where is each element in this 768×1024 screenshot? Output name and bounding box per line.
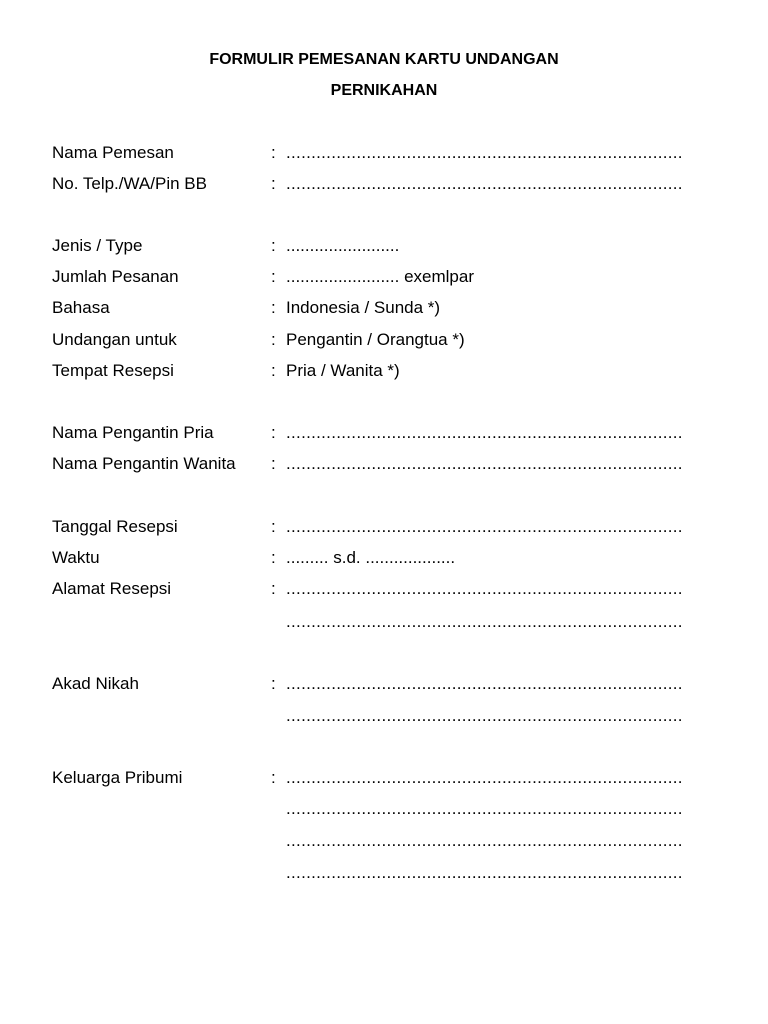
field-colon: : xyxy=(271,267,276,286)
field-colon: : xyxy=(271,174,276,193)
field-label: Nama Pengantin Wanita xyxy=(52,454,236,473)
form-title-line-2: PERNIKAHAN xyxy=(330,82,438,99)
field-label: Nama Pengantin Pria xyxy=(52,423,214,442)
field-value: ............................................................................... xyxy=(286,612,683,631)
field-value: ........................ xyxy=(286,236,400,255)
field-label: Keluarga Pribumi xyxy=(52,768,183,787)
field-value: ........................ exemlpar xyxy=(286,267,474,286)
field-label: Tempat Resepsi xyxy=(52,361,174,380)
field-label: Nama Pemesan xyxy=(52,143,174,162)
form-row-tanggal-resepsi xyxy=(0,516,768,538)
field-value: ............................................................................... xyxy=(286,174,683,193)
field-colon: : xyxy=(271,517,276,536)
form-row-akad-nikah xyxy=(0,673,768,695)
field-colon: : xyxy=(271,423,276,442)
field-colon: : xyxy=(271,330,276,349)
field-label: Alamat Resepsi xyxy=(52,579,172,598)
form-row-tempat-resepsi xyxy=(0,360,768,382)
field-colon: : xyxy=(271,361,276,380)
form-row-akad-nikah-continued xyxy=(0,705,768,727)
field-colon: : xyxy=(271,298,276,317)
field-colon: : xyxy=(271,579,276,598)
form-row-keluarga-pribumi-continued-3 xyxy=(0,862,768,884)
field-label: Jenis / Type xyxy=(52,236,143,255)
form-row-alamat-resepsi-continued xyxy=(0,611,768,633)
form-row-keluarga-pribumi-continued-1 xyxy=(0,798,768,820)
field-value: Pria / Wanita *) xyxy=(286,361,400,380)
field-colon: : xyxy=(271,548,276,567)
field-value: Indonesia / Sunda *) xyxy=(286,298,441,317)
form-row-jenis xyxy=(0,235,768,257)
field-label: Bahasa xyxy=(52,298,110,317)
field-value: ............................................................................... xyxy=(286,517,683,536)
field-label: Tanggal Resepsi xyxy=(52,517,178,536)
field-value: ............................................................................... xyxy=(286,579,683,598)
form-title-line-1: FORMULIR PEMESANAN KARTU UNDANGAN xyxy=(209,51,559,68)
form-row-alamat-resepsi xyxy=(0,578,768,600)
field-label: Waktu xyxy=(52,548,100,567)
form-row-nama-pemesan xyxy=(0,142,768,164)
field-label: Akad Nikah xyxy=(52,674,139,693)
field-label: No. Telp./WA/Pin BB xyxy=(52,174,207,193)
form-row-undangan-untuk xyxy=(0,329,768,351)
field-value: ............................................................................... xyxy=(286,706,683,725)
form-row-telp xyxy=(0,173,768,195)
field-colon: : xyxy=(271,236,276,255)
field-value: Pengantin / Orangtua *) xyxy=(286,330,465,349)
field-value: ............................................................................... xyxy=(286,143,683,162)
field-value: ............................................................................... xyxy=(286,799,683,818)
form-row-pengantin-wanita xyxy=(0,453,768,475)
field-colon: : xyxy=(271,768,276,787)
field-value: ............................................................................... xyxy=(286,831,683,850)
field-value: ............................................................................... xyxy=(286,423,683,442)
field-colon: : xyxy=(271,143,276,162)
form-row-bahasa xyxy=(0,297,768,319)
field-value: ............................................................................... xyxy=(286,768,683,787)
field-label: Undangan untuk xyxy=(52,330,177,349)
field-value: ......... s.d. ................... xyxy=(286,548,456,567)
form-row-jumlah xyxy=(0,266,768,288)
field-value: ............................................................................... xyxy=(286,863,683,882)
form-row-keluarga-pribumi xyxy=(0,767,768,789)
field-value: ............................................................................... xyxy=(286,454,683,473)
field-label: Jumlah Pesanan xyxy=(52,267,179,286)
field-value: ............................................................................... xyxy=(286,674,683,693)
form-row-keluarga-pribumi-continued-2 xyxy=(0,830,768,852)
field-colon: : xyxy=(271,674,276,693)
form-row-waktu xyxy=(0,547,768,569)
form-row-pengantin-pria xyxy=(0,422,768,444)
field-colon: : xyxy=(271,454,276,473)
